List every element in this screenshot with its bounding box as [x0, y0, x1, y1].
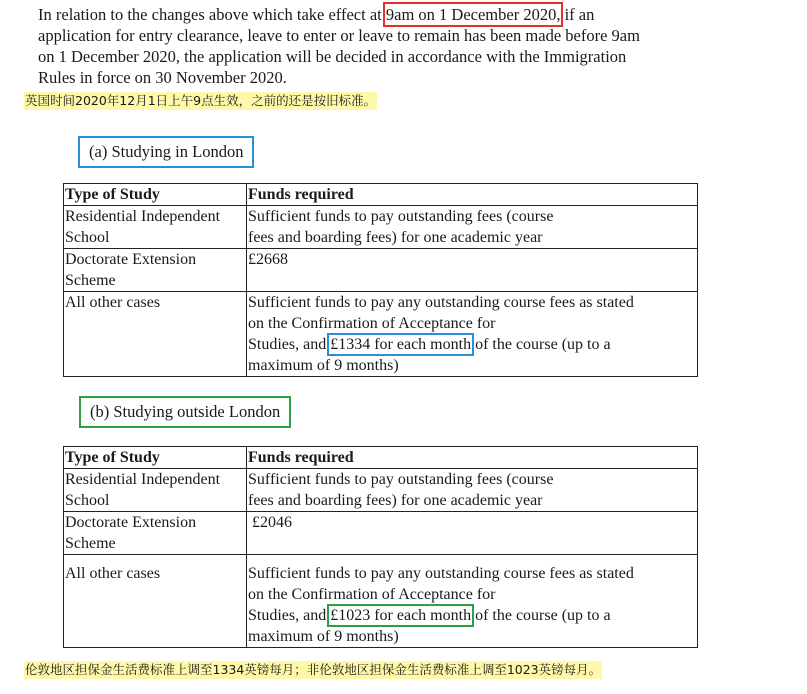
funds-cell [247, 249, 698, 292]
annotation-note-top: 英国时间2020年12月1日上午9点生效，之前的还是按旧标准。 [25, 93, 377, 108]
table-row [64, 555, 698, 648]
type-cell [64, 206, 247, 249]
cell-line: School [65, 492, 110, 509]
intro-text: In relation to the changes above which take effect at [38, 5, 386, 24]
table-row [64, 249, 698, 292]
cell-line: Doctorate Extension [65, 251, 197, 268]
effective-date-highlight: 9am on 1 December 2020, [385, 5, 561, 24]
section-title-outside-london: (b) Studying outside London [82, 399, 288, 425]
cell-line [248, 334, 696, 355]
intro-line-3: on 1 December 2020, the application will be decided in accordance with the Immigration [38, 47, 627, 66]
table-row [64, 469, 698, 512]
type-cell [64, 292, 247, 377]
funds-cell [247, 512, 698, 555]
funds-table-outside-london [63, 446, 698, 648]
funds-table-london [63, 183, 698, 377]
type-cell [64, 512, 247, 555]
funds-cell [247, 555, 698, 648]
cell-line: Scheme [65, 535, 116, 552]
column-header-type: Type of Study [64, 184, 247, 206]
cell-line: Residential Independent [65, 208, 221, 225]
cell-line: Doctorate Extension [65, 514, 197, 531]
cell-line: maximum of 9 months) [248, 357, 399, 374]
funds-amount: £2046 [252, 514, 292, 531]
type-cell [64, 249, 247, 292]
cell-line: Residential Independent [65, 471, 221, 488]
cell-line: Scheme [65, 272, 116, 289]
cell-line: School [65, 229, 110, 246]
cell-line: fees and boarding fees) for one academic year [248, 492, 543, 509]
intro-line-1 [38, 4, 738, 25]
table-row [64, 206, 698, 249]
cell-line: Sufficient funds to pay any outstanding course fees as stated [248, 565, 634, 582]
funds-cell [247, 292, 698, 377]
table-header-row [64, 447, 698, 469]
column-header-type: Type of Study [64, 447, 247, 469]
outside-monthly-funds-highlight: £1023 for each month [330, 607, 472, 624]
intro-paragraph [38, 4, 738, 88]
cell-line: maximum of 9 months) [248, 628, 399, 645]
funds-cell [247, 469, 698, 512]
london-monthly-funds-highlight: £1334 for each month [330, 336, 472, 353]
funds-amount: £2668 [248, 251, 288, 268]
column-header-funds: Funds required [247, 447, 698, 469]
cell-line: All other cases [65, 565, 161, 582]
cell-line: All other cases [65, 294, 161, 311]
cell-text: Studies, and [248, 607, 331, 624]
intro-text: if an [560, 5, 595, 24]
table-header-row [64, 184, 698, 206]
cell-line: Sufficient funds to pay outstanding fees (course [248, 208, 554, 225]
cell-line: fees and boarding fees) for one academic year [248, 229, 543, 246]
intro-line-4: Rules in force on 30 November 2020. [38, 68, 287, 87]
type-cell [64, 555, 247, 648]
annotation-note-bottom: 伦敦地区担保金生活费标准上调至1334英镑每月；非伦敦地区担保金生活费标准上调至1023英镑每月。 [25, 662, 602, 677]
type-cell [64, 469, 247, 512]
cell-line: on the Confirmation of Acceptance for [248, 586, 496, 603]
cell-line [248, 605, 696, 626]
section-title-london: (a) Studying in London [81, 139, 251, 165]
cell-text: of the course (up to a [471, 336, 611, 353]
cell-line: Sufficient funds to pay outstanding fees (course [248, 471, 554, 488]
cell-text: Studies, and [248, 336, 331, 353]
intro-line-2: application for entry clearance, leave to enter or leave to remain has been made before 9am [38, 26, 640, 45]
cell-line: on the Confirmation of Acceptance for [248, 315, 496, 332]
cell-text: of the course (up to a [471, 607, 611, 624]
funds-cell [247, 206, 698, 249]
column-header-funds: Funds required [247, 184, 698, 206]
table-row [64, 512, 698, 555]
cell-line: Sufficient funds to pay any outstanding course fees as stated [248, 294, 634, 311]
table-row [64, 292, 698, 377]
